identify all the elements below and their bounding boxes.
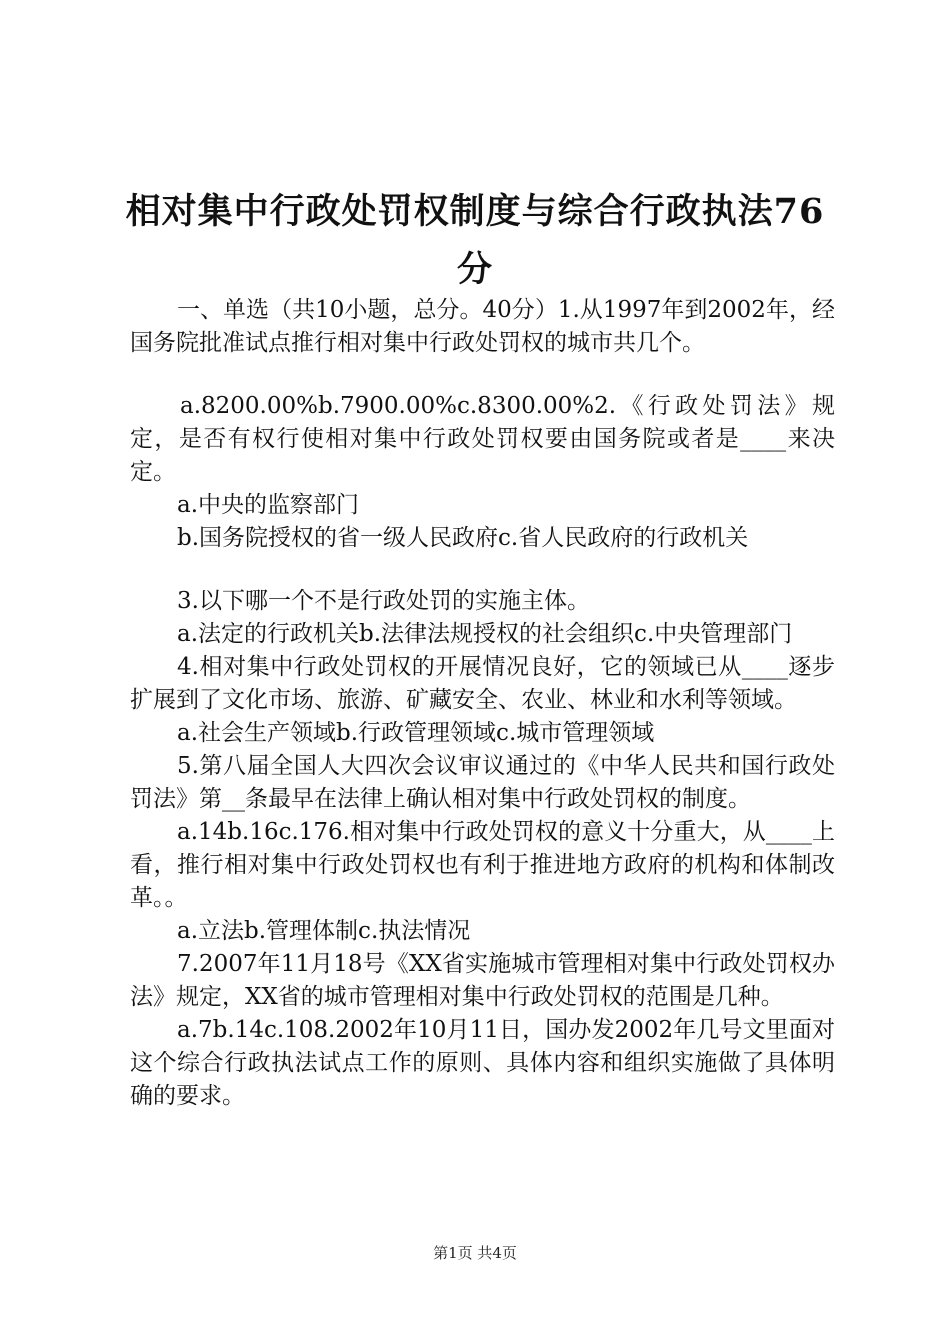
document-title-continued: 分	[456, 249, 493, 290]
paragraph: 3.以下哪一个不是行政处罚的实施主体。	[177, 588, 590, 614]
paragraph: a.7b.14c.108.2002年10月11日，国办发2002年几号文里面对这个综合行政执法试点工作的原则、具体内容和组织实施做了具体明确的要求。	[130, 1017, 835, 1109]
page-footer: 第1页 共4页	[433, 1244, 517, 1262]
paragraph: 4.相对集中行政处罚权的开展情况良好，它的领域已从____逐步扩展到了文化市场、旅游、矿藏安全、农业、林业和水利等领域。	[130, 654, 835, 713]
paragraph: a.社会生产领域b.行政管理领域c.城市管理领域	[177, 720, 655, 746]
document-body	[130, 294, 835, 1113]
paragraph: 5.第八届全国人大四次会议审议通过的《中华人民共和国行政处罚法》第__条最早在法律上确认相对集中行政处罚权的制度。	[130, 753, 835, 812]
document-title: 相对集中行政处罚权制度与综合行政执法76	[125, 191, 825, 232]
paragraph: b.国务院授权的省一级人民政府c.省人民政府的行政机关	[177, 525, 749, 551]
paragraph: a.14b.16c.176.相对集中行政处罚权的意义十分重大，从____上看，推行相对集中行政处罚权也有利于推进地方政府的机构和体制改革。。	[130, 819, 835, 911]
paragraph: a.中央的监察部门	[177, 492, 360, 518]
paragraph: 7.2007年11月18号《XX省实施城市管理相对集中行政处罚权办法》规定，XX省的城市管理相对集中行政处罚权的范围是几种。	[130, 951, 835, 1010]
paragraph: a.8200.00%b.7900.00%c.8300.00%2.《行政处罚法》规定，是否有权行使相对集中行政处罚权要由国务院或者是____来决定。	[130, 393, 835, 485]
paragraph: a.立法b.管理体制c.执法情况	[177, 918, 471, 944]
paragraph: a.法定的行政机关b.法律法规授权的社会组织c.中央管理部门	[177, 621, 793, 647]
paragraph: 一、单选（共10小题，总分。40分）1.从1997年到2002年，经国务院批准试点推行相对集中行政处罚权的城市共几个。	[130, 297, 835, 356]
